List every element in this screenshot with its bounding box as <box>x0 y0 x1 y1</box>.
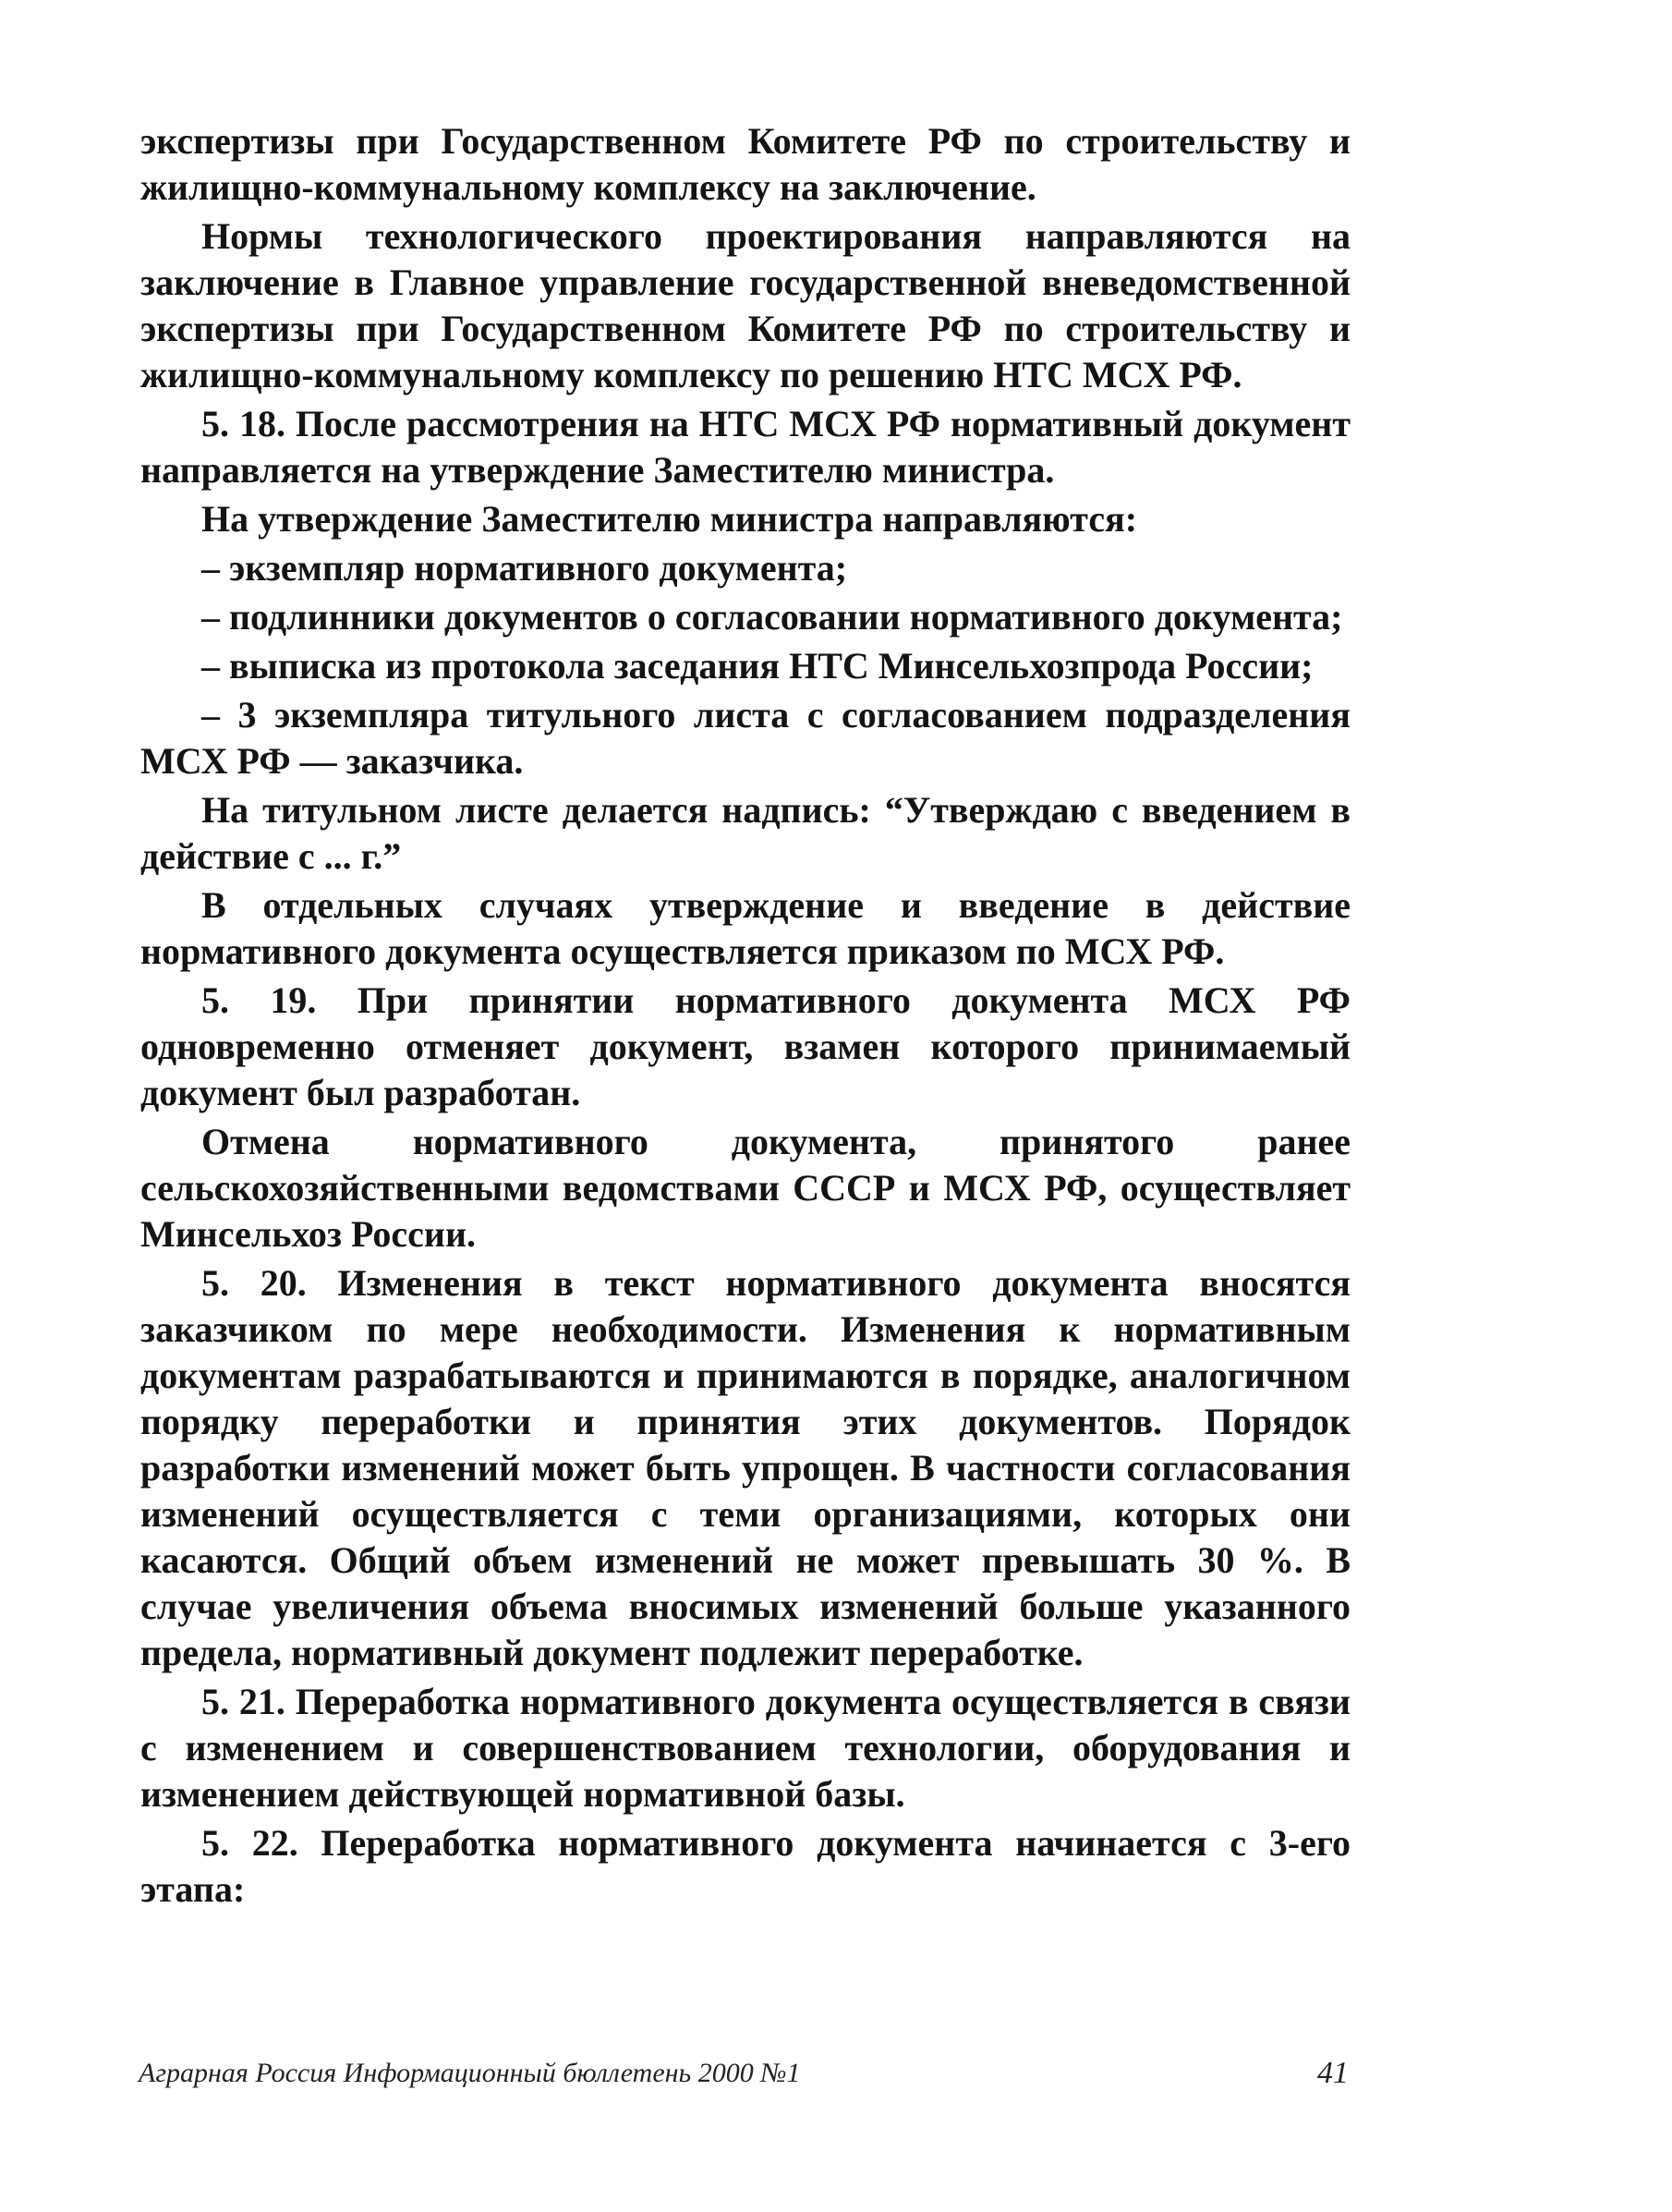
publication-title: Аграрная Россия Информационный бюллетень 2000 №1 <box>139 2058 801 2088</box>
paragraph: На титульном листе делается надпись: “Утверждаю с введением в действие с ... г.” <box>140 789 1351 877</box>
list-item: – подлинники документов о согласовании нормативного документа; <box>201 596 1343 638</box>
paragraph: Нормы технологического проектирования направляются на заключение в Главное управление государственной вневедомственной экспертизы при Государственном Комитете РФ по строительству и жилищно-коммунальному комплексу по решению НТС МСХ РФ. <box>140 215 1351 395</box>
body-text <box>140 118 1351 1915</box>
list-item: – выписка из протокола заседания НТС Минсельхозпрода России; <box>201 645 1314 687</box>
paragraph: 5. 20. Изменения в текст нормативного документа вносятся заказчиком по мере необходимости. Изменения к нормативным документам разрабатываются и принимаются в порядке, аналогичном порядку переработки и принятия этих документов. Порядок разработки изменений может быть упрощен. В частности согласования изменений осуществляется с теми организациями, которых они касаются. Общий объем изменений не может превышать 30 %. В случае увеличения объема вносимых изменений больше указанного предела, нормативный документ подлежит переработке. <box>140 1262 1351 1673</box>
paragraph: 5. 21. Переработка нормативного документа осуществляется в связи с изменением и совершенствованием технологии, оборудования и изменением действующей нормативной базы. <box>140 1681 1351 1815</box>
paragraph: На утверждение Заместителю министра направляются: <box>201 498 1138 540</box>
paragraph: В отдельных случаях утверждение и введение в действие нормативного документа осуществляется приказом по МСХ РФ. <box>140 884 1351 972</box>
paragraph: 5. 22. Переработка нормативного документа начинается с 3-его этапа: <box>140 1822 1351 1910</box>
list-item: – экземпляр нормативного документа; <box>201 547 848 589</box>
paragraph: 5. 19. При принятии нормативного документа МСХ РФ одновременно отменяет документ, взамен которого принимаемый документ был разработан. <box>140 979 1351 1113</box>
paragraph: Отмена нормативного документа, принятого ранее сельскохозяйственными ведомствами СССР и МСХ РФ, осуществляет Минсельхоз России. <box>140 1121 1351 1255</box>
page-number: 41 <box>1317 2056 1349 2090</box>
paragraph: 5. 18. После рассмотрения на НТС МСХ РФ нормативный документ направляется на утверждение Заместителю министра. <box>140 403 1351 491</box>
paragraph: экспертизы при Государственном Комитете РФ по строительству и жилищно-коммунальному комплексу на заключение. <box>140 120 1351 208</box>
page-footer <box>139 2053 1349 2094</box>
list-item: – 3 экземпляра титульного листа с согласованием подразделения МСХ РФ — заказчика. <box>140 694 1351 782</box>
